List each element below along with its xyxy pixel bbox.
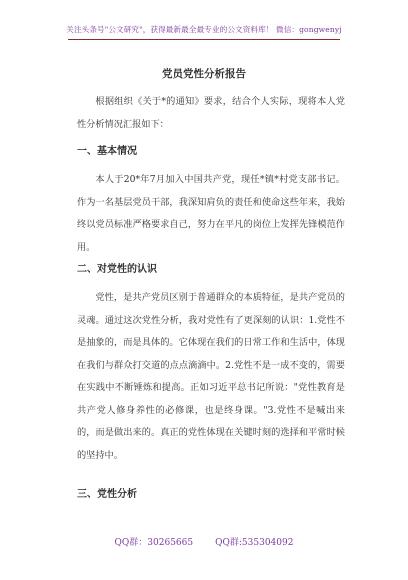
section-heading: 三、党性分析 xyxy=(77,489,137,500)
section-party-understanding-body xyxy=(77,287,345,467)
intro-block xyxy=(77,91,345,136)
footer-qq-group-2: QQ群:535304092 xyxy=(215,538,294,548)
header-note: 关注头条号"公文研究"，获得最新最全最专业的公文资料库！ 微信：gongwenyj xyxy=(66,25,342,34)
section-basic-info xyxy=(77,141,345,164)
intro-paragraph: 根据组织《关于*的通知》要求，结合个人实际，现将本人党性分析情况汇报如下： xyxy=(77,96,345,130)
section-party-analysis xyxy=(77,484,345,507)
document-title: 党员党性分析报告 xyxy=(162,68,246,80)
section-paragraph: 本人于20*年7月加入中国共产党，现任*镇*村党支部书记。作为一名基层党员干部，我深知肩负的责任和使命这些年来，我始终以党员标准严格要求自己，努力在平凡的岗位上发挥先锋模范作用。 xyxy=(77,174,345,253)
section-paragraph: 党性，是共产党员区别于普通群众的本质特征，是共产党员的灵魂。通过这次党性分析，我对党性有了更深刻的认识：1.党性不是抽象的，而是具体的。它体现在我们的日常工作和生活中，体现在我们与群众打交道的点点滴滴中。2.党性不是一成不变的，需要在实践中不断锤炼和提高。正如习近平总书记所说："党性教育是共产党人修身养性的必修课，也是终身课。"3.党性不是喊出来的，而是做出来的。真正的党性体现在关键时刻的选择和平常时候的坚持中。 xyxy=(77,292,345,461)
section-party-understanding xyxy=(77,259,345,282)
header-divider xyxy=(68,39,340,40)
footer-contacts xyxy=(0,535,408,548)
footer-qq-group-1: QQ群：30265665 xyxy=(114,538,194,548)
section-heading: 一、基本情况 xyxy=(77,146,137,157)
section-basic-info-body xyxy=(77,169,345,259)
section-heading: 二、对党性的认识 xyxy=(77,264,157,275)
